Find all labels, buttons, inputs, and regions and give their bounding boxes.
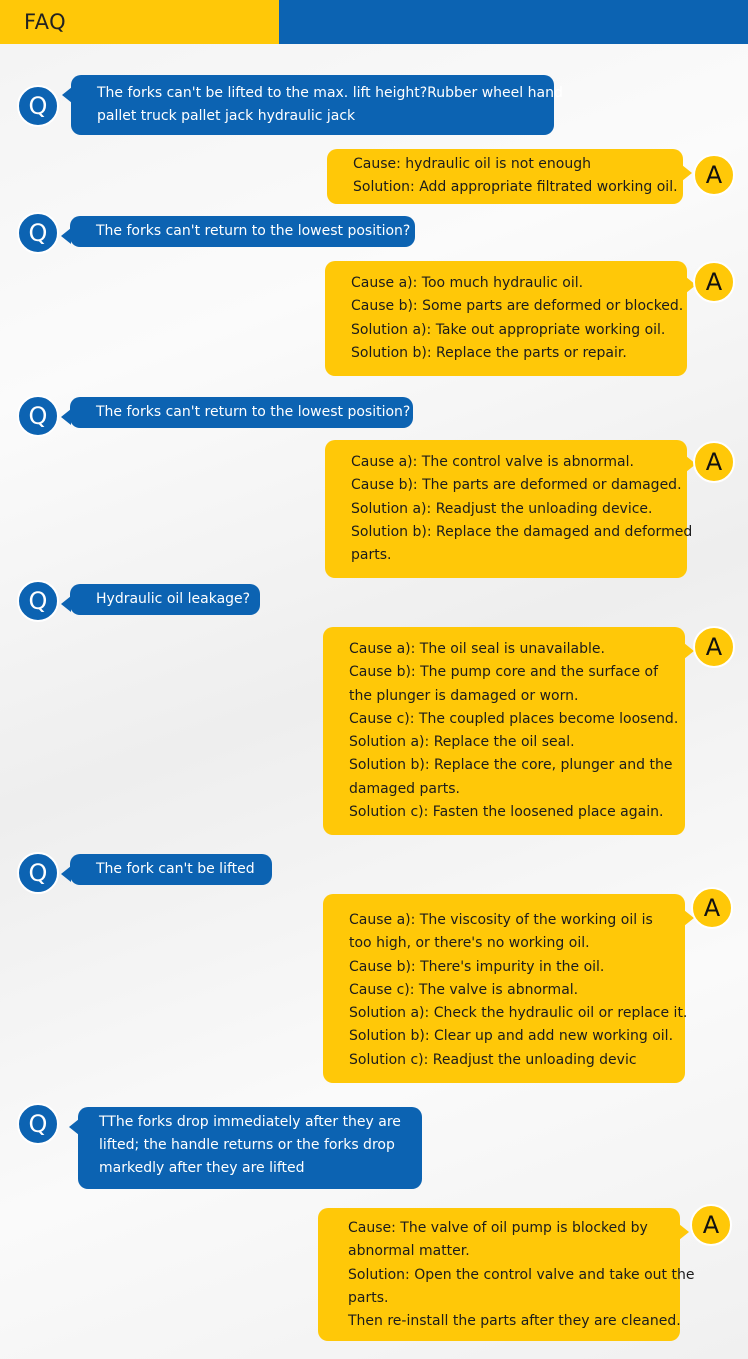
answer-line: Cause b): The parts are deformed or damaged. bbox=[351, 477, 682, 494]
answer-line: Solution c): Readjust the unloading devic bbox=[349, 1051, 637, 1068]
answer-line: Cause b): Some parts are deformed or blocked. bbox=[351, 298, 684, 315]
page-title: FAQ bbox=[24, 10, 67, 34]
answer-line: abnormal matter. bbox=[348, 1243, 470, 1260]
answer-bubble-1 bbox=[327, 149, 683, 204]
header-blue-band bbox=[279, 0, 748, 44]
header bbox=[0, 0, 748, 44]
answer-bubble-5 bbox=[323, 894, 688, 1083]
answer-line: Cause: The valve of oil pump is blocked by bbox=[348, 1220, 648, 1236]
answer-line: Solution a): Check the hydraulic oil or replace it. bbox=[349, 1005, 688, 1022]
answer-bubble-6 bbox=[318, 1208, 695, 1341]
answer-bubble-3 bbox=[325, 440, 693, 578]
answer-line: Solution a): Replace the oil seal. bbox=[349, 734, 575, 751]
question-line: The forks can't be lifted to the max. lift height?Rubber wheel hand bbox=[97, 85, 563, 101]
question-line: The fork can't be lifted bbox=[96, 861, 255, 877]
question-bubble-5 bbox=[70, 854, 272, 885]
answer-line: parts. bbox=[348, 1289, 389, 1306]
answer-line: Cause a): The control valve is abnormal. bbox=[351, 454, 634, 470]
a-icon: A bbox=[693, 261, 735, 303]
q-icon: Q bbox=[17, 212, 59, 254]
answer-line: Then re-install the parts after they are cleaned. bbox=[348, 1313, 681, 1330]
answer-line: Cause c): The valve is abnormal. bbox=[349, 981, 579, 998]
question-line: Hydraulic oil leakage? bbox=[96, 591, 251, 607]
answer-line: Cause: hydraulic oil is not enough bbox=[353, 156, 591, 172]
q-icon: Q bbox=[17, 580, 59, 622]
answer-bubble-4 bbox=[323, 627, 685, 835]
answer-line: Cause b): The pump core and the surface of bbox=[349, 664, 658, 681]
a-icon: A bbox=[693, 154, 735, 196]
question-line: pallet truck pallet jack hydraulic jack bbox=[97, 108, 356, 124]
answer-line: Solution: Add appropriate filtrated working oil. bbox=[353, 179, 678, 196]
answer-line: Solution c): Fasten the loosened place again. bbox=[349, 804, 664, 821]
question-line: The forks can't return to the lowest position? bbox=[96, 223, 411, 239]
answer-bubble-2 bbox=[325, 261, 687, 376]
answer-line: Solution a): Take out appropriate working oil. bbox=[351, 321, 666, 338]
a-icon: A bbox=[690, 1204, 732, 1246]
answer-line: too high, or there's no working oil. bbox=[349, 935, 590, 952]
answer-line: damaged parts. bbox=[349, 780, 460, 797]
question-line: The forks can't return to the lowest position? bbox=[96, 404, 411, 420]
answer-line: Solution b): Replace the parts or repair. bbox=[351, 344, 627, 361]
question-bubble-4 bbox=[70, 584, 260, 615]
a-icon: A bbox=[691, 887, 733, 929]
q-icon: Q bbox=[17, 85, 59, 127]
a-icon: A bbox=[693, 626, 735, 668]
answer-line: Solution a): Readjust the unloading device. bbox=[351, 500, 653, 517]
answer-line: Cause a): The viscosity of the working oil is bbox=[349, 912, 653, 928]
q-icon: Q bbox=[17, 852, 59, 894]
answer-line: Solution b): Replace the damaged and deformed bbox=[351, 523, 693, 540]
answer-line: parts. bbox=[351, 547, 392, 564]
question-line: markedly after they are lifted bbox=[99, 1160, 305, 1176]
answer-line: Cause b): There's impurity in the oil. bbox=[349, 958, 605, 975]
question-line: TThe forks drop immediately after they are bbox=[99, 1114, 401, 1130]
answer-line: Solution b): Replace the core, plunger and the bbox=[349, 757, 673, 774]
answer-line: the plunger is damaged or worn. bbox=[349, 687, 579, 704]
q-icon: Q bbox=[17, 1103, 59, 1145]
answer-line: Cause a): The oil seal is unavailable. bbox=[349, 641, 605, 657]
answer-line: Solution: Open the control valve and take out the bbox=[348, 1266, 695, 1283]
answer-line: Solution b): Clear up and add new working oil. bbox=[349, 1028, 674, 1045]
question-bubble-1 bbox=[71, 75, 563, 135]
question-line: lifted; the handle returns or the forks drop bbox=[99, 1137, 395, 1153]
question-bubble-2 bbox=[70, 216, 415, 247]
question-bubble-6 bbox=[78, 1107, 422, 1189]
question-bubble-3 bbox=[70, 397, 413, 428]
q-icon: Q bbox=[17, 395, 59, 437]
answer-line: Cause a): Too much hydraulic oil. bbox=[351, 275, 584, 291]
a-icon: A bbox=[693, 441, 735, 483]
answer-line: Cause c): The coupled places become loosend. bbox=[349, 710, 679, 727]
